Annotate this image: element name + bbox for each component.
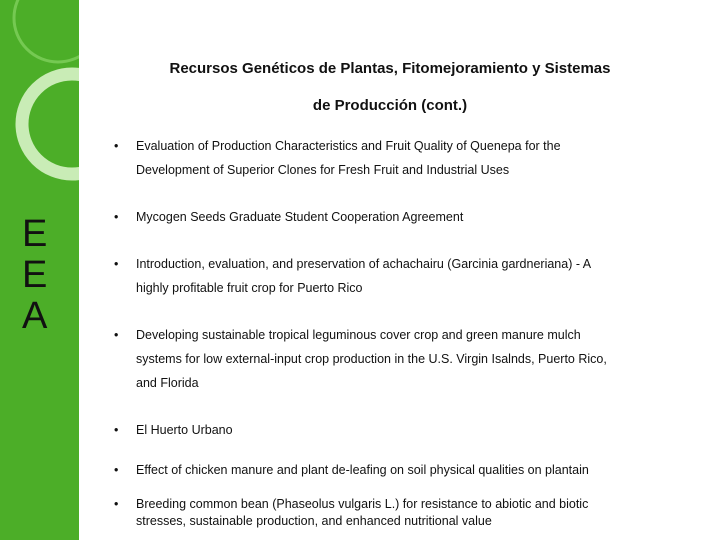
list-item-line: Breeding common bean (Phaseolus vulgaris L.) for resistance to abiotic and biotic: [136, 497, 589, 511]
list-item-text: [136, 134, 704, 182]
bullet-icon: •: [114, 210, 119, 224]
list-item-text: [136, 458, 704, 482]
slide-title: [100, 50, 680, 124]
bullet-icon: •: [114, 463, 119, 477]
list-item-line: Developing sustainable tropical leguminous cover crop and green manure mulch: [136, 328, 581, 342]
bullet-icon: •: [114, 328, 119, 342]
eea-letter: E: [22, 213, 48, 255]
list-item: [114, 205, 704, 229]
list-item-text: [136, 496, 704, 530]
bullet-icon: •: [114, 423, 119, 437]
sidebar-panel: [0, 0, 79, 540]
list-item-line: Mycogen Seeds Graduate Student Cooperation Agreement: [136, 210, 464, 224]
eea-letter: A: [22, 295, 48, 337]
list-item-line: El Huerto Urbano: [136, 423, 233, 437]
list-item-line: systems for low external-input crop production in the U.S. Virgin Isalnds, Puerto Rico,: [136, 352, 607, 366]
list-item: [114, 496, 704, 530]
list-item: [114, 418, 704, 442]
list-item: [114, 252, 704, 300]
bullet-icon: •: [114, 497, 119, 511]
list-item-line: and Florida: [136, 376, 199, 390]
eea-vertical-label: [22, 214, 47, 337]
list-item-line: Development of Superior Clones for Fresh Fruit and Industrial Uses: [136, 163, 510, 177]
bullet-icon: •: [114, 139, 119, 153]
list-item-text: [136, 205, 704, 229]
list-item-text: [136, 418, 704, 442]
list-item-text: [136, 252, 704, 300]
eea-letter: E: [22, 254, 48, 296]
list-item-line: Evaluation of Production Characteristics and Fruit Quality of Quenepa for the: [136, 139, 561, 153]
title-line-2: de Producción (cont.): [312, 97, 468, 114]
bullet-icon: •: [114, 257, 119, 271]
list-item-line: Introduction, evaluation, and preservation of achachairu (Garcinia gardneriana) - A: [136, 257, 592, 271]
decorative-circles-graphic: [0, 0, 79, 200]
list-item-line: highly profitable fruit crop for Puerto Rico: [136, 281, 363, 295]
list-item: [114, 134, 704, 182]
list-item: [114, 458, 704, 482]
list-item-line: Effect of chicken manure and plant de-leafing on soil physical qualities on plantain: [136, 463, 589, 477]
title-line-1: Recursos Genéticos de Plantas, Fitomejoramiento y Sistemas: [169, 60, 611, 77]
list-item-text: [136, 323, 704, 395]
list-item: [114, 323, 704, 395]
list-item-line: stresses, sustainable production, and enhanced nutritional value: [136, 514, 492, 528]
